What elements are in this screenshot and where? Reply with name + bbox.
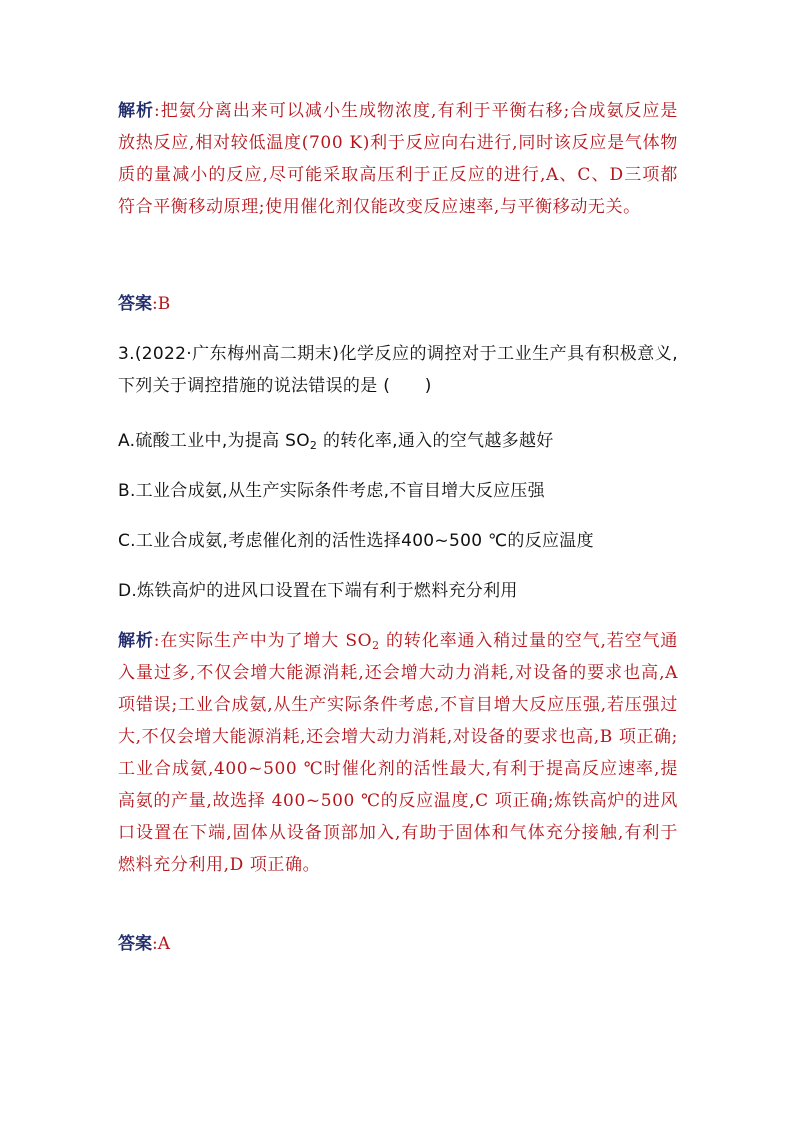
- analysis-text-pre: :在实际生产中为了增大 SO: [153, 631, 373, 651]
- option-b: [118, 475, 545, 507]
- analysis-text: :把氨分离出来可以减小生成物浓度,有利于平衡右移;合成氨反应是放热反应,相对较低温度(700 K)利于反应向右进行,同时该反应是气体物质的量减小的反应,尽可能采取高压利于正反应的进行,A、C、D三项都符合平衡移动原理;使用催化剂仅能改变反应速率,与平衡移动无关。: [118, 101, 678, 217]
- answer-value: :B: [152, 294, 171, 314]
- question-stem: [118, 338, 678, 402]
- answer-label: 答案: [118, 934, 152, 954]
- analysis-paragraph-2: [118, 625, 678, 881]
- option-d-text: D.炼铁高炉的进风口设置在下端有利于燃料充分利用: [118, 581, 518, 601]
- answer-line-2: [118, 928, 170, 960]
- option-c-text: C.工业合成氨,考虑催化剂的活性选择400~500 ℃的反应温度: [118, 531, 594, 551]
- option-d: [118, 575, 518, 607]
- option-a: [118, 425, 554, 457]
- option-b-text: B.工业合成氨,从生产实际条件考虑,不盲目增大反应压强: [118, 481, 545, 501]
- answer-label: 答案: [118, 294, 152, 314]
- answer-line-1: [118, 288, 170, 320]
- option-a-text-post: 的转化率,通入的空气越多越好: [317, 431, 554, 451]
- analysis-label: 解析: [118, 101, 155, 121]
- option-c: [118, 525, 594, 557]
- analysis-text-post: 的转化率通入稍过量的空气,若空气通入量过多,不仅会增大能源消耗,还会增大动力消耗,对设备的要求也高,A 项错误;工业合成氨,从生产实际条件考虑,不盲目增大反应压强,若压强过大,不仅会增大能源消耗,还会增大动力消耗,对设备的要求也高,B 项正确;工业合成氨,400~500 ℃时催化剂的活性最大,有利于提高反应速率,提高氨的产量,故选择 400~500 ℃的反应温度,C 项正确;炼铁高炉的进风口设置在下端,固体从设备顶部加入,有助于固体和气体充分接触,有利于燃料充分利用,D 项正确。: [118, 631, 678, 875]
- analysis-subscript: 2: [372, 639, 380, 652]
- analysis-paragraph-1: [118, 95, 678, 223]
- question-stem-text: 3.(2022·广东梅州高二期末)化学反应的调控对于工业生产具有积极意义,下列关于调控措施的说法错误的是 ( ): [118, 344, 678, 396]
- analysis-label: 解析: [118, 631, 154, 651]
- answer-value: :A: [152, 934, 171, 954]
- option-a-text-pre: A.硫酸工业中,为提高 SO: [118, 431, 310, 451]
- option-a-subscript: 2: [309, 439, 318, 452]
